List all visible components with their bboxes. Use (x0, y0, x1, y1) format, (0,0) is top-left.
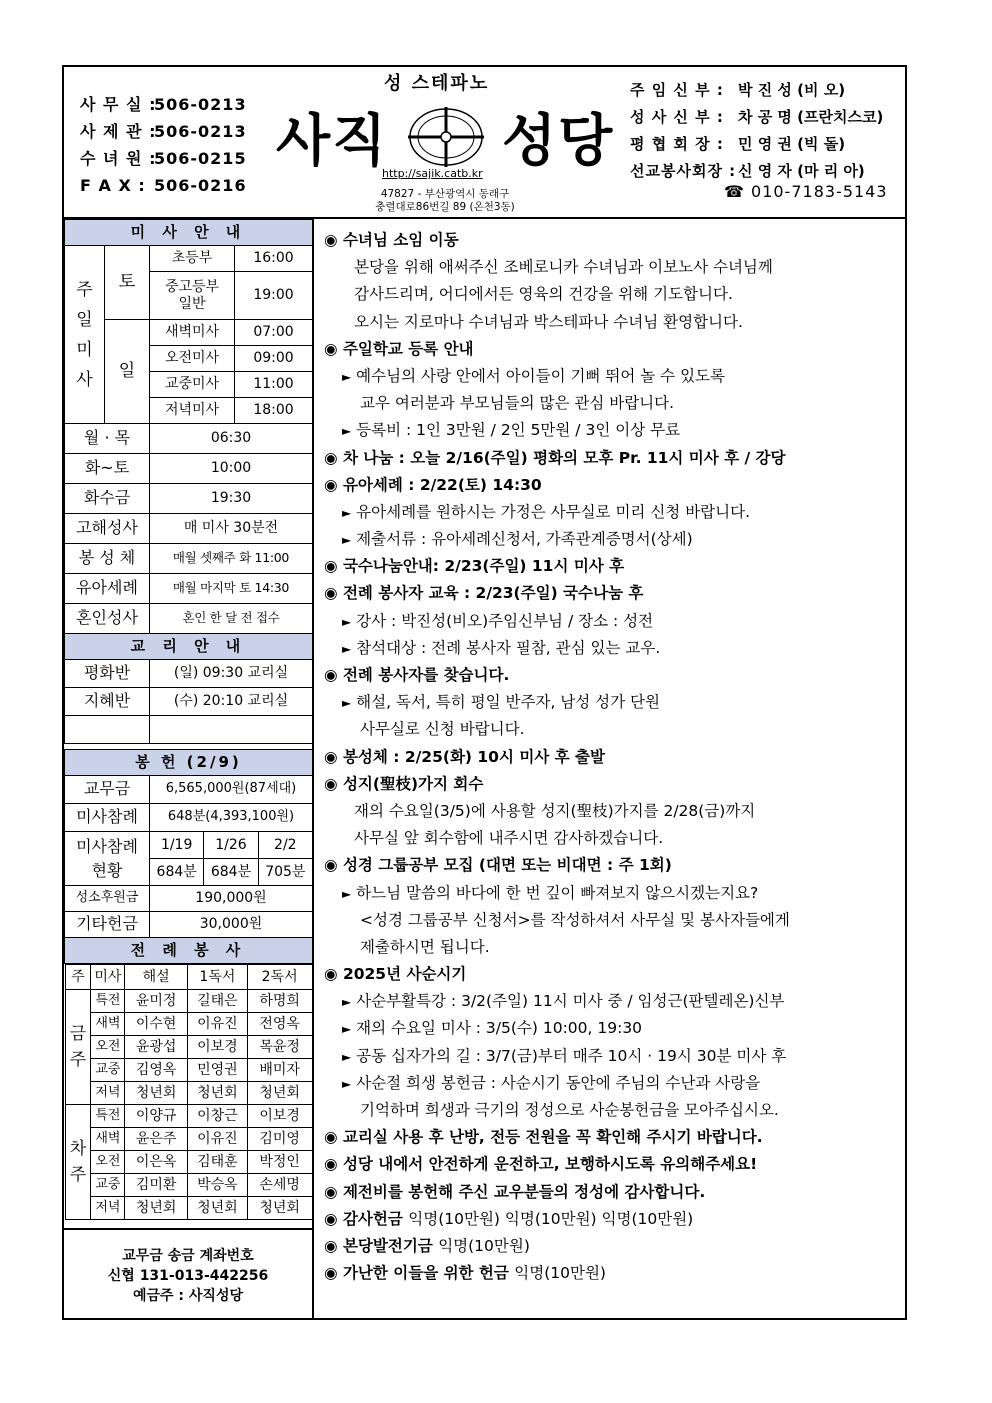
notice-heading-text: 봉성체 : 2/25(화) 10시 미사 후 출발 (342, 747, 605, 766)
server-name: 이창근 (188, 1105, 248, 1128)
mass-type: 교중 (91, 1059, 125, 1082)
server-name: 청년회 (125, 1197, 188, 1220)
notice-bullet-text: 등록비 : 1인 3만원 / 2인 5만원 / 3인 이상 무료 (356, 421, 681, 440)
class-time: (일) 09:30 교리실 (150, 660, 313, 688)
server-name: 청년회 (188, 1082, 248, 1105)
weekday-time: 10:00 (150, 454, 313, 484)
mass-type: 특전 (91, 990, 125, 1013)
arrow-icon: ► (342, 641, 352, 656)
server-name: 민영권 (188, 1059, 248, 1082)
notice-heading-extra: 익명(10만원) 익명(10만원) 익명(10만원) (408, 1209, 694, 1228)
arrow-icon: ► (342, 1076, 352, 1091)
notice-bullet (320, 526, 904, 553)
weekday-label: 월 · 목 (65, 424, 150, 454)
notice-heading (320, 771, 904, 798)
bullet-icon: ◉ (324, 584, 338, 603)
notice-bullet (320, 608, 904, 635)
arrow-icon: ► (342, 424, 352, 439)
notice-heading-text: 전례 봉사자를 찾습니다. (342, 666, 510, 684)
bullet-icon: ◉ (324, 1182, 338, 1201)
notice-bullet-text: 해설, 독서, 특히 평일 반주자, 남성 성가 단원 (356, 693, 660, 712)
arrow-icon: ► (342, 369, 352, 384)
contact-row (80, 91, 247, 118)
notice-heading (320, 1151, 904, 1178)
notice-line: 제출하시면 됩니다. (360, 937, 490, 956)
weekday-label: 혼인성사 (65, 604, 150, 634)
catechism-section-title: 교 리 안 내 (65, 634, 313, 660)
server-name: 청년회 (247, 1197, 312, 1220)
bullet-icon: ◉ (324, 856, 338, 875)
mass-name: 오전미사 (150, 346, 235, 372)
server-name: 이보경 (188, 1036, 248, 1059)
clergy-row (630, 158, 883, 185)
sunday-mass-label (65, 246, 105, 424)
notice-heading (320, 336, 904, 363)
offering-value: 648분(4,393,100원) (150, 804, 313, 832)
attendance-date: 1/26 (204, 832, 258, 858)
mass-type: 저녁 (91, 1197, 125, 1220)
account-line-2: 신협 131-013-442256 (107, 1268, 269, 1284)
notice-heading-text: 제전비를 봉헌해 주신 교우분들의 정성에 감사합니다. (342, 1182, 706, 1201)
contact-value: 506-0213 (154, 95, 247, 114)
notice-heading (320, 1179, 904, 1206)
week-label: 차 주 (65, 1105, 91, 1220)
liturgy-header: 주 (65, 965, 91, 990)
mass-type: 교중 (91, 1174, 125, 1197)
contact-row (80, 118, 247, 145)
weekday-time: 매 미사 30분전 (150, 514, 313, 544)
arrow-icon: ► (342, 1022, 352, 1037)
notice-bullet-text: 참석대상 : 전례 봉사자 필참, 관심 있는 교우. (356, 638, 661, 657)
server-name: 김미영 (247, 1128, 312, 1151)
phone-number: ☎ 010-7183-5143 (724, 182, 888, 201)
notice-heading-text: 성경 그룹공부 모집 (대면 또는 비대면 : 주 1회) (342, 856, 672, 875)
notice-line: 사무실로 신청 바랍니다. (360, 720, 525, 739)
notice-heading (320, 744, 904, 771)
bullet-icon: ◉ (324, 1128, 338, 1147)
notice-heading (320, 852, 904, 879)
weekday-label: 고해성사 (65, 514, 150, 544)
server-name: 하명희 (247, 990, 312, 1013)
arrow-icon: ► (342, 614, 352, 629)
notice-line: 기억하며 희생과 극기의 정성으로 사순봉헌금을 모아주십시오. (360, 1101, 779, 1119)
clergy-label: 선교봉사회장 : (630, 162, 737, 180)
clergy-label: 성 사 신 부 : (630, 108, 724, 126)
notice-line: 재의 수요일(3/5)에 사용할 성지(聖枝)가지를 2/28(금)까지 (354, 801, 756, 820)
mass-type: 오전 (91, 1151, 125, 1174)
empty-cell (65, 716, 150, 744)
notice-bullet (320, 1070, 904, 1097)
bullet-icon: ◉ (324, 1155, 338, 1174)
notice-heading-text: 성당 내에서 안전하게 운전하고, 보행하시도록 유의해주세요! (342, 1155, 758, 1174)
liturgy-header: 미사 (91, 965, 125, 990)
mass-time: 19:00 (235, 272, 313, 320)
bulletin-frame (62, 65, 907, 1320)
notice-heading (320, 472, 904, 499)
clergy-row (630, 131, 883, 158)
notice-heading-extra: 익명(10만원) (438, 1236, 530, 1255)
bullet-icon: ◉ (324, 774, 338, 793)
server-name: 이유진 (188, 1128, 248, 1151)
bullet-icon: ◉ (324, 1209, 338, 1228)
arrow-icon: ► (342, 505, 352, 520)
notice-line: 오시는 지로마나 수녀님과 박스테파나 수녀님 환영합니다. (354, 312, 743, 331)
notice-line: 본당을 위해 애써주신 조베로니카 수녀님과 이보노사 수녀님께 (354, 258, 773, 277)
notice-heading (320, 1233, 904, 1260)
notice-bullet-text: 사순부활특강 : 3/2(주일) 11시 미사 중 / 임성근(판텔레온)신부 (356, 992, 785, 1011)
notice-heading-text: 전례 봉사자 교육 : 2/23(주일) 국수나눔 후 (342, 584, 644, 603)
empty-cell (150, 716, 313, 744)
bullet-icon: ◉ (324, 1264, 338, 1283)
contact-value: 506-0216 (154, 176, 247, 195)
notice-bullet-text: 공동 십자가의 길 : 3/7(금)부터 매주 10시 · 19시 30분 미사 후 (356, 1046, 787, 1065)
bullet-icon: ◉ (324, 339, 338, 358)
weekday-label: 화~토 (65, 454, 150, 484)
server-name: 김태훈 (188, 1151, 248, 1174)
notice-heading-text: 2025년 사순시기 (342, 965, 467, 984)
offering-label: 교무금 (65, 776, 150, 804)
info-table (64, 219, 313, 1220)
notice-bullet (320, 988, 904, 1015)
server-name: 김영옥 (125, 1059, 188, 1082)
mass-section-title: 미 사 안 내 (65, 220, 313, 246)
offering-section-title: 봉 헌 (2/9) (65, 750, 313, 776)
class-name: 지혜반 (65, 688, 150, 716)
notice-heading (320, 227, 904, 254)
sidebar (64, 219, 314, 1320)
notice-heading-text: 수녀님 소임 이동 (342, 231, 459, 249)
address (350, 188, 540, 214)
server-name: 청년회 (125, 1082, 188, 1105)
bullet-icon: ◉ (324, 965, 338, 984)
weekday-time: 19:30 (150, 484, 313, 514)
weekday-time: 혼인 한 달 전 접수 (150, 604, 313, 634)
clergy-value: 차 공 명 (프란치스코) (738, 108, 884, 126)
bullet-icon: ◉ (324, 557, 338, 576)
notice-heading-text: 가난한 이들을 위한 헌금 (342, 1264, 509, 1283)
mass-type: 새벽 (91, 1013, 125, 1036)
server-name: 청년회 (247, 1082, 312, 1105)
server-name: 이수현 (125, 1013, 188, 1036)
mass-type: 특전 (91, 1105, 125, 1128)
notice-bullet (320, 499, 904, 526)
attendance-count: 684분 (204, 859, 258, 885)
offering-value: 6,565,000원(87세대) (150, 776, 313, 804)
attendance-date: 1/19 (150, 832, 204, 858)
notice-bullet-text: 강사 : 박진성(비오)주임신부님 / 장소 : 성전 (356, 611, 654, 630)
offering-value: 190,000원 (150, 886, 313, 912)
class-time: (수) 20:10 교리실 (150, 688, 313, 716)
notice-heading-text: 유아세례 : 2/22(토) 14:30 (342, 475, 542, 494)
clergy-value: 박 진 성 (비 오) (738, 81, 846, 99)
liturgy-header: 2독서 (247, 965, 312, 990)
mass-name: 저녁미사 (150, 398, 235, 424)
attendance-date: 2/2 (274, 837, 297, 853)
attendance-counts (150, 859, 313, 886)
arrow-icon: ► (342, 995, 352, 1010)
server-name: 이보경 (247, 1105, 312, 1128)
notice-bullet (320, 363, 904, 390)
notice-bullet-text: 유아세례를 원하시는 가정은 사무실로 미리 신청 바랍니다. (356, 502, 751, 521)
notice-heading (320, 1124, 904, 1151)
address-line-1: 47827 - 부산광역시 동래구 (380, 188, 510, 200)
notice-heading-text: 국수나눔안내: 2/23(주일) 11시 미사 후 (342, 557, 625, 576)
bullet-icon: ◉ (324, 747, 338, 766)
server-name: 이양규 (125, 1105, 188, 1128)
saturday-label: 토 (105, 246, 150, 320)
notice-bullet (320, 1043, 904, 1070)
header (64, 67, 905, 219)
contact-label: 사 제 관 : (80, 122, 157, 141)
contact-value: 506-0213 (154, 122, 247, 141)
mass-name: 교중미사 (150, 372, 235, 398)
arrow-icon: ► (342, 1049, 352, 1064)
server-name: 박정인 (247, 1151, 312, 1174)
server-name: 이유진 (188, 1013, 248, 1036)
notice-list (320, 227, 904, 1287)
account-line-1: 교무금 송금 계좌번호 (122, 1248, 254, 1264)
clergy-value: 신 영 자 (마 리 아) (738, 162, 865, 180)
server-name: 목윤정 (247, 1036, 312, 1059)
server-name: 전영옥 (247, 1013, 312, 1036)
arrow-icon: ► (342, 696, 352, 711)
notice-heading (320, 1260, 904, 1287)
contact-label: F A X : (80, 176, 146, 195)
notice-bullet (320, 880, 904, 907)
notice-bullet (320, 1015, 904, 1042)
notice-line: 교우 여러분과 부모님들의 많은 관심 바랍니다. (360, 394, 675, 413)
weekday-time: 매월 마지막 토 14:30 (150, 574, 313, 604)
mass-type: 오전 (91, 1036, 125, 1059)
mass-name: 새벽미사 (150, 320, 235, 346)
liturgy-section-title: 전 례 봉 사 (65, 938, 313, 964)
attendance-label: 미사참례 현황 (65, 832, 150, 886)
parish-name-left: 사직 (276, 108, 389, 174)
clergy-row (630, 77, 883, 104)
mass-name: 중고등부 일반 (150, 272, 235, 320)
liturgy-header: 1독서 (188, 965, 248, 990)
contact-row (80, 145, 247, 172)
notice-bullet-text: 제출서류 : 유아세례신청서, 가족관계증명서(상세) (356, 530, 693, 549)
weekday-label: 유아세례 (65, 574, 150, 604)
offering-label: 미사참례 (65, 804, 150, 832)
parish-name-right: 성당 (502, 108, 615, 174)
clergy-label: 주 임 신 부 : (630, 81, 724, 99)
weekday-label: 봉 성 체 (65, 544, 150, 574)
clergy-row (630, 104, 883, 131)
server-name: 손세명 (247, 1174, 312, 1197)
notice-bullet (320, 689, 904, 716)
notice-bullet-text: 재의 수요일 미사 : 3/5(수) 10:00, 19:30 (356, 1019, 643, 1038)
clergy-label: 평 협 회 장 : (630, 135, 724, 153)
weekday-time: 06:30 (150, 424, 313, 454)
parish-logo-icon (406, 105, 486, 169)
attendance-dates (150, 832, 313, 859)
server-name: 김미환 (125, 1174, 188, 1197)
class-name: 평화반 (65, 660, 150, 688)
mass-time: 18:00 (235, 398, 313, 424)
sunday-label: 일 (105, 320, 150, 424)
bullet-icon: ◉ (324, 475, 338, 494)
notice-heading-text: 감사헌금 (342, 1209, 403, 1228)
notice-bullet-text: 예수님의 사랑 안에서 아이들이 기뻐 뛰어 놀 수 있도록 (356, 366, 725, 385)
server-name: 윤광섭 (125, 1036, 188, 1059)
address-line-2: 충렬대로86번길 89 (온천3동) (375, 201, 515, 213)
mass-time: 09:00 (235, 346, 313, 372)
contact-label: 수 녀 원 : (80, 149, 157, 168)
notice-heading (320, 580, 904, 607)
liturgy-header: 해설 (125, 965, 188, 990)
notice-heading-text: 본당발전기금 (342, 1236, 433, 1255)
liturgy-table (65, 964, 313, 1220)
server-name: 윤미정 (125, 990, 188, 1013)
notice-heading (320, 445, 904, 472)
sunday-mass-label-text: 주 일 미 사 (76, 279, 93, 390)
arrow-icon: ► (342, 533, 352, 548)
notice-bullet (320, 635, 904, 662)
notice-heading-text: 차 나눔 : 오늘 2/16(주일) 평화의 모후 Pr. 11시 미사 후 / 강당 (342, 448, 786, 467)
contact-row (80, 172, 247, 199)
server-name: 박승옥 (188, 1174, 248, 1197)
notice-bullet-text: 사순절 희생 봉헌금 : 사순시기 동안에 주님의 수난과 사랑을 (356, 1073, 761, 1092)
server-name: 이은옥 (125, 1151, 188, 1174)
notice-heading (320, 1206, 904, 1233)
contact-label: 사 무 실 : (80, 95, 157, 114)
notice-heading (320, 553, 904, 580)
contact-value: 506-0215 (154, 149, 247, 168)
notice-heading (320, 662, 904, 689)
account-info (64, 1228, 312, 1320)
mass-type: 새벽 (91, 1128, 125, 1151)
notice-heading-text: 주일학교 등록 안내 (342, 339, 474, 358)
server-name: 윤은주 (125, 1128, 188, 1151)
notice-bullet-text: 하느님 말씀의 바다에 한 번 깊이 빠져보지 않으시겠는지요? (356, 883, 759, 902)
server-name: 배미자 (247, 1059, 312, 1082)
notice-heading (320, 961, 904, 988)
mass-time: 11:00 (235, 372, 313, 398)
weekday-time: 매월 셋째주 화 11:00 (150, 544, 313, 574)
bullet-icon: ◉ (324, 231, 338, 249)
offering-value: 30,000원 (150, 912, 313, 938)
notice-line: <성경 그룹공부 신청서>를 작성하셔서 사무실 및 봉사자들에게 (360, 910, 790, 929)
notice-heading-extra: 익명(10만원) (514, 1264, 606, 1283)
parish-patron: 성 스테파노 (384, 73, 490, 94)
bullet-icon: ◉ (324, 666, 338, 684)
mass-type: 저녁 (91, 1082, 125, 1105)
arrow-icon: ► (342, 886, 352, 901)
bullet-icon: ◉ (324, 1236, 338, 1255)
offering-label: 성소후원금 (65, 886, 150, 912)
notice-heading-text: 교리실 사용 후 난방, 전등 전원을 꼭 확인해 주시기 바랍니다. (342, 1128, 763, 1147)
notice-line: 감사드리며, 어디에서든 영육의 건강을 위해 기도합니다. (354, 285, 733, 304)
attendance-count: 705분 (265, 864, 306, 880)
contact-list (80, 91, 247, 199)
week-label: 금 주 (65, 990, 91, 1105)
clergy-list (630, 77, 883, 185)
server-name: 청년회 (188, 1197, 248, 1220)
account-line-3: 예금주 : 사직성당 (132, 1288, 243, 1304)
offering-label: 기타헌금 (65, 912, 150, 938)
notice-bullet (320, 417, 904, 444)
mass-time: 16:00 (235, 246, 313, 272)
notice-line: 사무실 앞 회수함에 내주시면 감사하겠습니다. (354, 829, 664, 848)
mass-name: 초등부 (150, 246, 235, 272)
bullet-icon: ◉ (324, 448, 338, 467)
weekday-label: 화수금 (65, 484, 150, 514)
server-name: 길태은 (188, 990, 248, 1013)
mass-time: 07:00 (235, 320, 313, 346)
notice-heading-text: 성지(聖枝)가지 회수 (342, 774, 484, 793)
attendance-count: 684분 (150, 859, 204, 885)
clergy-value: 민 영 권 (빅 돌) (738, 135, 846, 153)
website-link[interactable]: http://sajik.catb.kr (382, 167, 483, 180)
